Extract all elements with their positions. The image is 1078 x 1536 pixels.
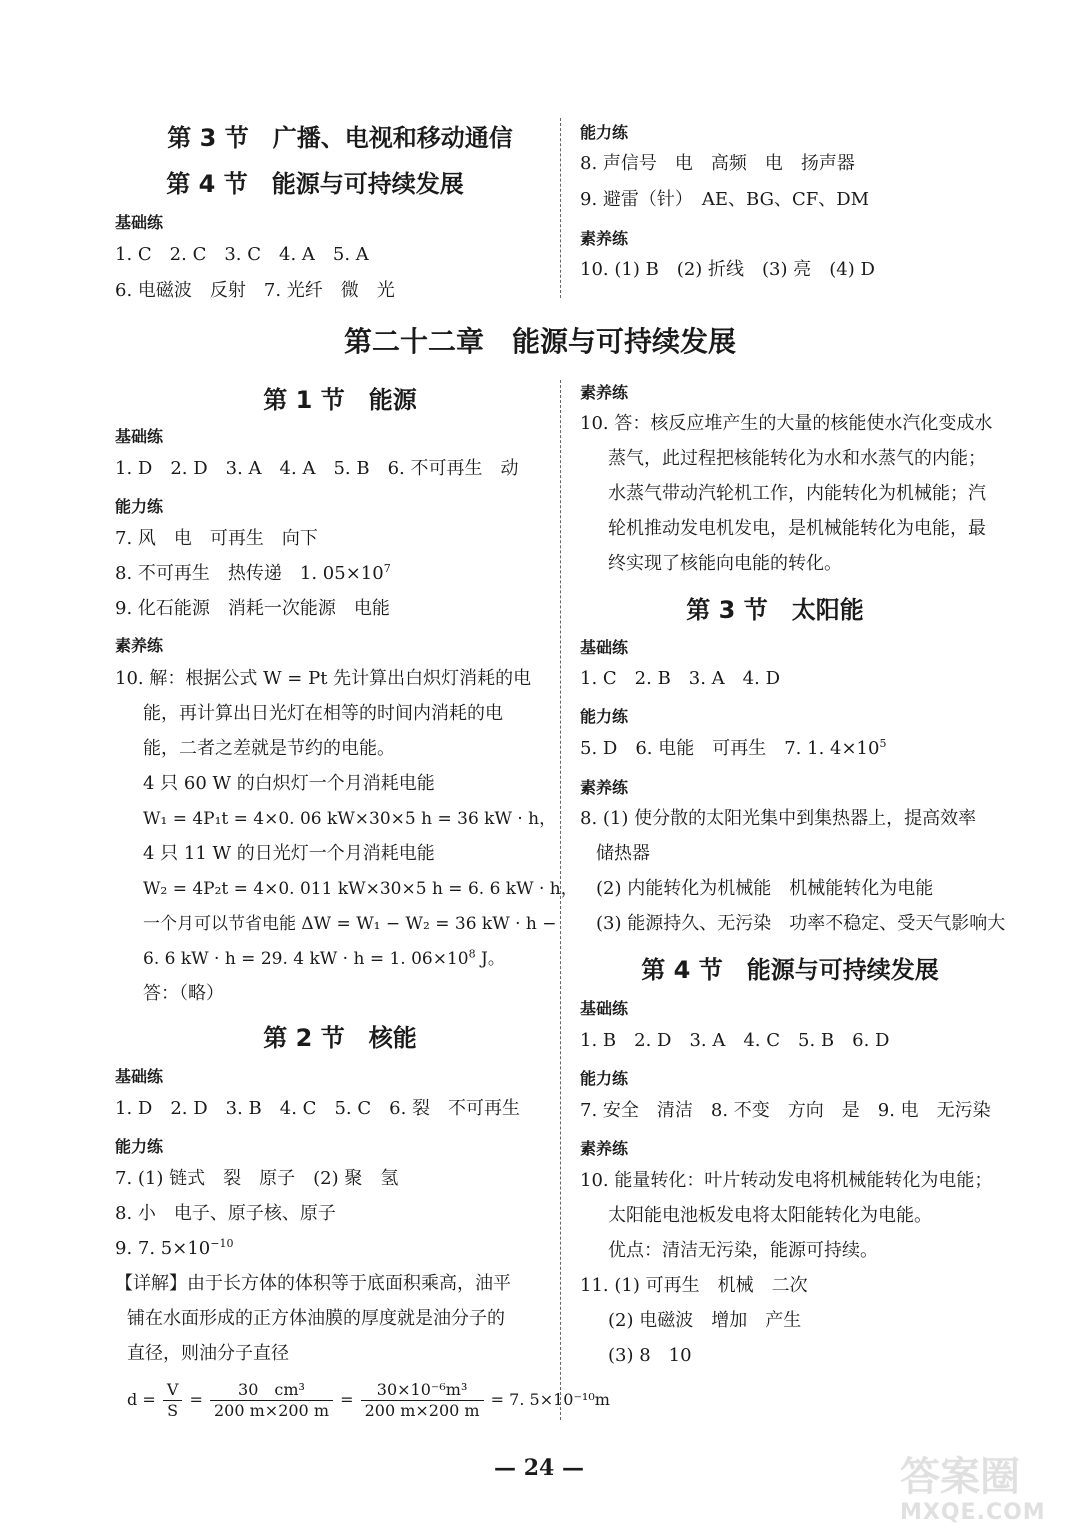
section-title-energy: 第 1 节 能源 [263,386,417,414]
equation-line: W₁ = 4P₁t = 4×0. 06 kW×30×5 h = 36 kW · h， [143,809,557,829]
answer-line: 1. D 2. D 3. A 4. A 5. B 6. 不可再生 动 [115,458,519,479]
answer-line: 1. B 2. D 3. A 4. C 5. B 6. D [580,1030,890,1051]
column-divider [560,380,561,1420]
equation-line: 一个月可以节省电能 ΔW = W₁ − W₂ = 36 kW · h − [143,914,557,934]
answer-line: 10. 答：核反应堆产生的大量的核能使水汽化变成水 [580,413,993,434]
answer-line: (2) 内能转化为机械能 机械能转化为电能 [596,878,934,899]
equation-line: W₂ = 4P₂t = 4×0. 011 kW×30×5 h = 6. 6 kW · h， [143,879,578,899]
label-basic-practice: 基础练 [580,999,629,1018]
watermark-url: MXQE.COM [900,1500,1046,1525]
chapter-title: 第二十二章 能源与可持续发展 [343,325,736,358]
label-literacy-practice: 素养练 [580,383,629,402]
answer-line: 能，二者之差就是节约的电能。 [143,738,395,759]
label-literacy-practice: 素养练 [580,229,629,248]
label-ability-practice: 能力练 [115,1137,164,1156]
label-basic-practice: 基础练 [115,1067,164,1086]
answer-line: 答：（略） [143,983,224,1004]
section-title-energy-sustain: 第 4 节 能源与可持续发展 [166,170,464,198]
answer-line: 11. (1) 可再生 机械 二次 [580,1275,808,1296]
label-ability-practice: 能力练 [580,1069,629,1088]
answer-line: 7. 安全 清洁 8. 不变 方向 是 9. 电 无污染 [580,1100,991,1121]
answer-line: 5. D 6. 电能 可再生 7. 1. $4\times 10^5$ [580,737,887,759]
answer-line: 储热器 [596,843,650,864]
answer-line: 8. 声信号 电 高频 电 扬声器 [580,153,855,174]
answer-line: (3) 能源持久、无污染 功率不稳定、受天气影响大 [596,913,1006,934]
answer-line: (2) 电磁波 增加 产生 [608,1310,802,1331]
equation-line: 6. 6 kW · h = 29. 4 kW · h = 1. $06\times 10^8$ J。 [143,947,505,969]
answer-line: 1. C 2. C 3. C 4. A 5. A [115,244,369,265]
answer-line: 优点：清洁无污染，能源可持续。 [608,1240,878,1261]
answer-line: 水蒸气带动汽轮机工作，内能转化为机械能；汽 [608,483,986,504]
section-title-solar: 第 3 节 太阳能 [686,596,864,624]
explanation-line: 直径，则油分子直径 [127,1343,289,1364]
answer-line: 8. 不可再生 热传递 1. $05\times 10^7$ [115,562,391,584]
answer-line: 太阳能电池板发电将太阳能转化为电能。 [608,1205,932,1226]
answer-line: (3) 8 10 [608,1345,692,1366]
answer-line: 10. 能量转化：叶片转动发电将机械能转化为电能； [580,1170,993,1191]
label-basic-practice: 基础练 [115,427,164,446]
column-divider [560,118,561,298]
explanation-line: 铺在水面形成的正方体油膜的厚度就是油分子的 [127,1308,505,1329]
label-basic-practice: 基础练 [580,638,629,657]
label-literacy-practice: 素养练 [580,1139,629,1158]
answer-line: 8. 小 电子、原子核、原子 [115,1203,336,1224]
answer-line: 蒸气，此过程把核能转化为水和水蒸气的内能； [608,448,986,469]
answer-line: 9. 7. $5\times 10^{-10}$ [115,1237,234,1259]
answer-line: 能，再计算出日光灯在相等的时间内消耗的电 [143,703,503,724]
label-ability-practice: 能力练 [580,123,629,142]
diameter-formula: d = $\frac{V}{S}$ = $\frac{\text{30 cm³}}{200 m\times 200 m}$ = $\frac{\text{30×10⁻⁶m³}}{200 m\times 200 m}$ = 7. 5×10⁻¹⁰m [127,1380,610,1420]
answer-line: 6. 电磁波 反射 7. 光纤 微 光 [115,280,395,301]
answer-line: 9. 化石能源 消耗一次能源 电能 [115,598,390,619]
answer-line: 7. (1) 链式 裂 原子 (2) 聚 氢 [115,1168,399,1189]
answer-line: 1. D 2. D 3. B 4. C 5. C 6. 裂 不可再生 [115,1098,521,1119]
answer-line: 10. (1) B (2) 折线 (3) 亮 (4) D [580,259,875,280]
answer-line: 10. 解：根据公式 W = Pt 先计算出白炽灯消耗的电 [115,668,532,689]
answer-line: 轮机推动发电机发电，是机械能转化为电能，最 [608,518,986,539]
explanation-line: 【详解】由于长方体的体积等于底面积乘高，油平 [115,1273,511,1294]
answer-line: 1. C 2. B 3. A 4. D [580,668,781,689]
answer-line: 4 只 60 W 的白炽灯一个月消耗电能 [143,773,435,794]
label-ability-practice: 能力练 [115,497,164,516]
label-basic-practice: 基础练 [115,213,164,232]
watermark-logo: 答案圈 [900,1454,1020,1500]
section-title-nuclear: 第 2 节 核能 [263,1024,417,1052]
label-literacy-practice: 素养练 [115,636,164,655]
label-ability-practice: 能力练 [580,707,629,726]
answer-line: 终实现了核能向电能的转化。 [608,553,842,574]
answer-line: 7. 风 电 可再生 向下 [115,528,318,549]
label-literacy-practice: 素养练 [580,778,629,797]
page-number: — 24 — [494,1455,584,1481]
answer-line: 8. (1) 使分散的太阳光集中到集热器上，提高效率 [580,808,977,829]
answer-line: 9. 避雷（针） AE、BG、CF、DM [580,189,870,210]
section-title-broadcast: 第 3 节 广播、电视和移动通信 [167,124,513,152]
section-title-energy-sustain: 第 4 节 能源与可持续发展 [641,956,939,984]
answer-line: 4 只 11 W 的日光灯一个月消耗电能 [143,843,435,864]
